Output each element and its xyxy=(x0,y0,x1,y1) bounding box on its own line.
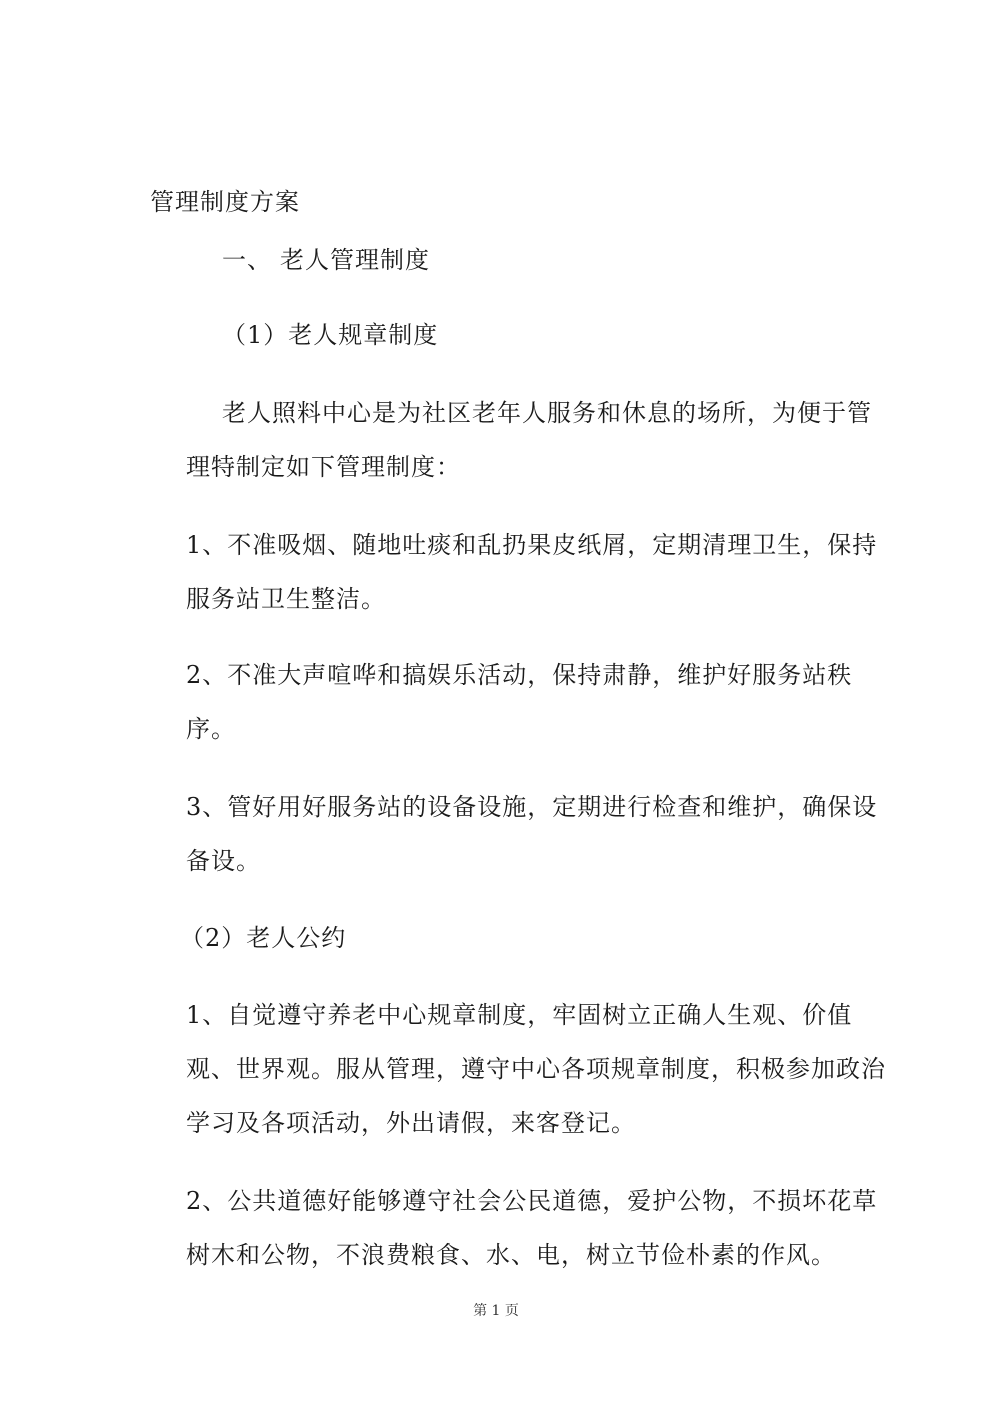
rule-item-line: 1、不准吸烟、随地吐痰和乱扔果皮纸屑，定期清理卫生，保持 xyxy=(186,531,878,559)
rule-item-line: 服务站卫生整洁。 xyxy=(186,585,386,613)
rule-item-line: 2、不准大声喧哗和搞娱乐活动，保持肃静，维护好服务站秩 xyxy=(186,661,853,689)
convention-item-line: 树木和公物，不浪费粮食、水、电，树立节俭朴素的作风。 xyxy=(186,1241,836,1269)
rule-item-line: 备设。 xyxy=(186,847,261,875)
intro-paragraph-line: 老人照料中心是为社区老年人服务和休息的场所，为便于管 xyxy=(222,399,872,427)
convention-item-line: 学习及各项活动，外出请假，来客登记。 xyxy=(186,1109,636,1137)
convention-item-line: 2、公共道德好能够遵守社会公民道德，爱护公物，不损坏花草 xyxy=(186,1187,878,1215)
section-title: 老人管理制度 xyxy=(280,246,430,274)
convention-item-line: 1、自觉遵守养老中心规章制度，牢固树立正确人生观、价值 xyxy=(186,1001,853,1029)
rule-item-line: 3、管好用好服务站的设备设施，定期进行检查和维护，确保设 xyxy=(186,793,878,821)
rule-item-line: 序。 xyxy=(186,715,236,743)
convention-item-line: 观、世界观。服从管理，遵守中心各项规章制度，积极参加政治 xyxy=(186,1055,886,1083)
document-title: 管理制度方案 xyxy=(150,188,300,216)
page-number: 第 1 页 xyxy=(473,1303,519,1319)
intro-paragraph-line: 理特制定如下管理制度： xyxy=(186,453,461,481)
section-number: 一、 xyxy=(222,246,272,274)
subsection-heading: （1）老人规章制度 xyxy=(222,321,439,349)
subsection-heading: （2）老人公约 xyxy=(180,924,347,952)
